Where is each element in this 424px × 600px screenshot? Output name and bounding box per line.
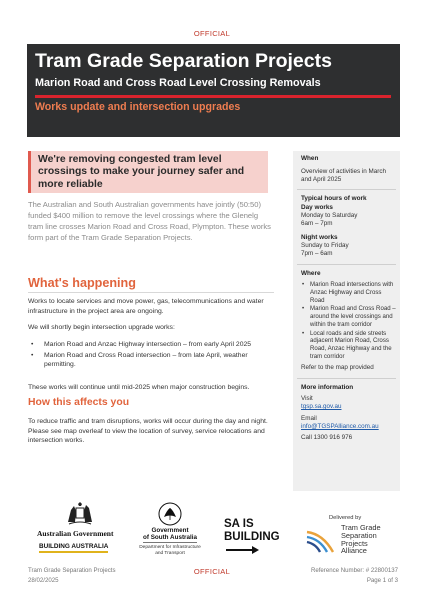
- callout-line-1: We're removing congested tram level: [38, 154, 222, 165]
- footer-page-number: Page 1 of 3: [366, 577, 398, 584]
- intro-paragraph: The Australian and South Australian governments have jointly (50:50) funded $400 million to remove the level crossings where the Glenelg tram line crosses Marion Road and Cross Road, Plympton. These works form part of the Tram Grade Separation Projects.: [28, 200, 271, 242]
- when-text: Overview of activities in March and April 2025: [301, 167, 387, 183]
- tgsp-line-2: Separation: [341, 530, 377, 540]
- piping-shrike-icon: [158, 502, 182, 526]
- night-works-days: Sunday to Friday: [301, 242, 349, 250]
- list-item: • Marion Road and Anzac Highway intersection – from early April 2025: [30, 340, 274, 350]
- sa-government-line-2: of South Australia: [143, 534, 197, 541]
- sidebar-divider: [297, 264, 396, 265]
- website-link[interactable]: tgsp.sa.gov.au: [301, 403, 342, 411]
- visit-label: Visit: [301, 395, 313, 403]
- australian-government-logo: [37, 502, 125, 556]
- info-sidebar: [293, 151, 400, 491]
- sa-government-logo: [131, 502, 209, 558]
- footer-reference-number: Reference Number: # 22800137: [310, 567, 398, 574]
- sa-department-line-2: and Transport: [155, 551, 185, 556]
- header-divider: [35, 95, 391, 98]
- page-title: Tram Grade Separation Projects: [35, 50, 332, 72]
- hours-heading: Typical hours of work: [301, 195, 367, 203]
- sa-is-building-logo: [224, 518, 284, 554]
- whats-happening-heading: What's happening: [28, 276, 136, 290]
- sidebar-divider: [297, 378, 396, 379]
- sa-government-line-1: Government: [151, 527, 189, 534]
- list-item: • Marion Road intersections with Anzac Highway and Cross Road: [301, 281, 396, 304]
- delivered-by-label: Delivered by: [329, 515, 362, 521]
- more-info-heading: More information: [301, 383, 354, 391]
- where-heading: Where: [301, 269, 321, 277]
- callout-line-3: more reliable: [38, 178, 103, 190]
- tgsp-alliance-name: [341, 524, 405, 555]
- section-divider: [28, 292, 274, 293]
- map-reference: Refer to the map provided: [301, 364, 374, 372]
- where-list: [301, 281, 396, 360]
- tgsp-line-3: Projects: [341, 538, 368, 548]
- email-link[interactable]: info@TGSPAlliance.com.au: [301, 423, 379, 430]
- sidebar-divider: [297, 189, 396, 190]
- arrow-right-icon: [226, 545, 262, 555]
- night-works-heading: Night works: [301, 233, 338, 241]
- tgsp-line-4: Alliance: [341, 546, 367, 556]
- email-label: Email: [301, 414, 317, 422]
- update-heading: Works update and intersection upgrades: [35, 101, 241, 113]
- affects-paragraph: To reduce traffic and tram disruptions, works will occur during the day and night. Please see map overleaf to view the location of survey, service relocations and intersection works.: [28, 418, 268, 445]
- callout-box: [28, 151, 268, 193]
- works-list: [30, 340, 274, 371]
- list-item: • Marion Road and Cross Road intersection – from late April, weather permitting.: [30, 351, 274, 370]
- tgsp-line-1: Tram Grade: [341, 523, 381, 532]
- happening-paragraph-3: These works will continue until mid-2025 when major construction begins.: [28, 384, 250, 391]
- how-affects-heading: How this affects you: [28, 397, 130, 408]
- logo-strip: [27, 502, 400, 558]
- classification-top: OFFICIAL: [193, 29, 231, 38]
- classification-bottom: OFFICIAL: [193, 567, 231, 576]
- building-australia-text: BUILDING AUSTRALIA: [39, 543, 108, 553]
- day-works-heading: Day works: [301, 203, 333, 211]
- coat-of-arms-icon: [65, 502, 95, 526]
- header-banner: [27, 44, 400, 137]
- sa-logo-divider: [143, 542, 197, 543]
- sa-department-line-1: Department for Infrastructure: [139, 545, 201, 550]
- sa-is-building-line-2: BUILDING: [224, 531, 280, 543]
- footer-date: 28/02/2025: [28, 577, 59, 584]
- sa-is-building-line-1: SA IS: [224, 518, 254, 530]
- night-works-time: 7pm – 6am: [301, 250, 333, 258]
- day-works-days: Monday to Saturday: [301, 212, 358, 220]
- happening-paragraph-1: Works to locate services and move power, gas, telecommunications and water infrastructure in the project area are ongoing.: [28, 298, 264, 315]
- tgsp-alliance-mark-icon: [305, 526, 339, 554]
- footer-project-title: Tram Grade Separation Projects: [28, 567, 116, 574]
- happening-paragraph-2: We will shortly begin intersection upgrade works:: [28, 324, 175, 331]
- day-works-time: 6am – 7pm: [301, 220, 333, 228]
- page-subtitle: Marion Road and Cross Road Level Crossing Removals: [35, 77, 321, 89]
- list-item: • Local roads and side streets adjacent Marion Road, Cross Road, Anzac Highway and the tram corridor: [301, 330, 396, 361]
- phone-number: Call 1300 916 976: [301, 434, 353, 442]
- list-item: • Marion Road and Cross Road – around the level crossings and within the tram corridor: [301, 305, 396, 328]
- when-heading: When: [301, 155, 319, 162]
- australian-government-text: Australian Government: [37, 529, 114, 538]
- callout-line-2: crossings to make your journey safer and: [38, 166, 245, 178]
